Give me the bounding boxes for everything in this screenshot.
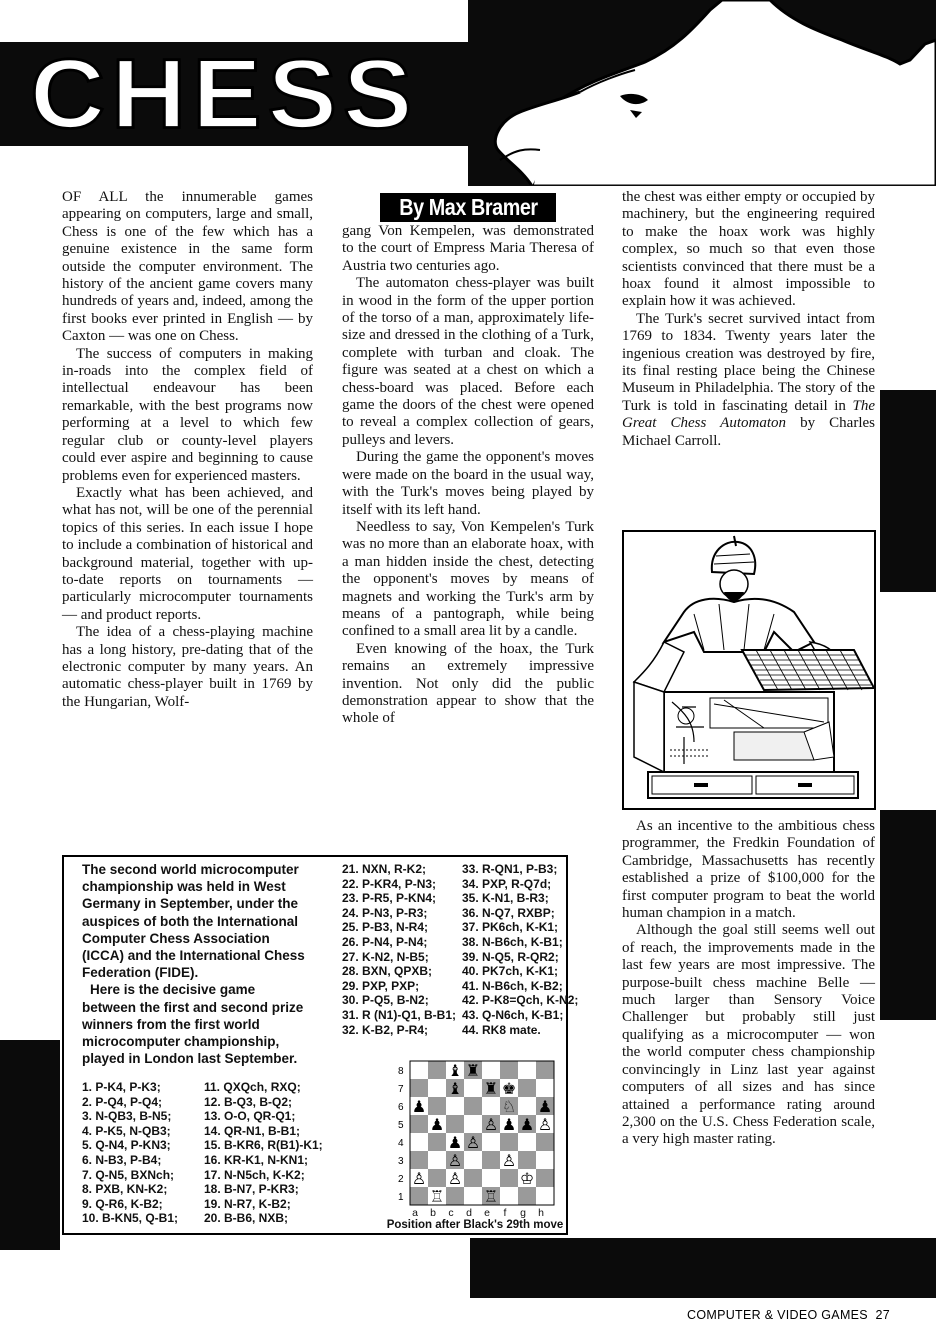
board-square bbox=[518, 1187, 536, 1205]
article-column-1 bbox=[62, 189, 313, 711]
move-entry: 22. P-KR4, P-N3; bbox=[342, 876, 437, 891]
board-rank-label: 7 bbox=[398, 1084, 404, 1095]
chess-piece-icon: ♘ bbox=[501, 1097, 517, 1116]
moves-list-d bbox=[462, 862, 578, 1037]
move-entry: 31. R (N1)-Q1, B-B1; bbox=[342, 1007, 457, 1022]
move-entry: 27. K-N2, N-B5; bbox=[342, 949, 429, 964]
move-entry: 32. K-B2, P-R4; bbox=[342, 1022, 429, 1037]
board-square bbox=[536, 1061, 554, 1079]
move-entry: 15. B-KR6, R(B1)-K1; bbox=[204, 1138, 323, 1153]
article-column-2 bbox=[342, 223, 594, 728]
article-column-3-bottom bbox=[622, 818, 875, 1149]
paragraph: OF ALL the innumerable games appearing on computers, large and small, Chess is one of the few which has a genuine existence in the same form outside the computer environment. The history of the ancient game covers many hundreds of years and, indeed, among the first books ever printed in English — by Caxton — was one on Chess. bbox=[62, 189, 313, 345]
board-square bbox=[518, 1097, 536, 1115]
board-file-label: g bbox=[520, 1207, 526, 1219]
move-entry: 37. PK6ch, K-K1; bbox=[462, 920, 559, 935]
move-entry: 16. KR-K1, N-KN1; bbox=[204, 1152, 309, 1167]
paragraph: the chest was either empty or occupied by machinery, but the engineering required to make the hoax work was highly complex, so much so that even those scientists convinced that there must be a hoax found it almost impossible to explain how it was achieved. bbox=[622, 189, 875, 310]
chess-piece-icon: ♝ bbox=[447, 1061, 463, 1080]
chess-board-diagram bbox=[392, 1057, 562, 1207]
board-square bbox=[464, 1115, 482, 1133]
chess-piece-icon: ♙ bbox=[411, 1169, 427, 1188]
chess-piece-icon: ♟ bbox=[519, 1115, 535, 1134]
chess-piece-icon: ♖ bbox=[483, 1187, 499, 1206]
chess-piece-icon: ♜ bbox=[483, 1079, 499, 1098]
move-entry: 33. R-QN1, P-B3; bbox=[462, 862, 558, 876]
board-files bbox=[406, 1207, 566, 1219]
paragraph: During the game the opponent's moves were made on the board in the usual way, with the Turk's moves being played by itself with its left hand. bbox=[342, 449, 594, 518]
board-square bbox=[518, 1151, 536, 1169]
board-square bbox=[428, 1151, 446, 1169]
moves-list-c bbox=[342, 862, 456, 1037]
move-entry: 35. K-N1, B-R3; bbox=[462, 891, 549, 906]
paragraph: The success of computers in making in-roads into the complex field of intellectual endeavour has been remarkable, with the best programs now performing at a level to which few regular club or county-level players could ever aspire and beginning to cause problems even for experienced masters. bbox=[62, 345, 313, 484]
board-square bbox=[446, 1097, 464, 1115]
board-square bbox=[464, 1187, 482, 1205]
move-entry: 7. Q-N5, BXNch; bbox=[82, 1167, 175, 1182]
board-square bbox=[482, 1097, 500, 1115]
chess-piece-icon: ♙ bbox=[447, 1169, 463, 1188]
book-title: The Great Chess Automaton bbox=[622, 397, 876, 432]
move-entry: 30. P-Q5, B-N2; bbox=[342, 993, 429, 1008]
move-entry: 1. P-K4, P-K3; bbox=[82, 1080, 161, 1094]
move-entry: 19. N-R7, K-B2; bbox=[204, 1196, 291, 1211]
board-square bbox=[464, 1169, 482, 1187]
move-entry: 38. N-B6ch, K-B1; bbox=[462, 934, 563, 949]
move-entry: 39. N-Q5, R-QR2; bbox=[462, 949, 559, 964]
paragraph: The automaton chess-player was built in wood in the form of the upper portion of the torso of a man, approximately life-size and dressed in the clothing of a Turk, complete with turban and cloak. The figure was seated at a chest on which a chess-board was placed. Before each game the doors of the chest were opened to reveal a complex collection of gears, pulleys and levers. bbox=[342, 275, 594, 448]
move-entry: 18. B-N7, P-KR3; bbox=[204, 1182, 299, 1197]
board-square bbox=[428, 1061, 446, 1079]
paragraph: Although the goal still seems well out of reach, the improvements made in the last few years are most impressive. The purpose-built chess machine Belle — much larger than Sensory Voice Challenger but probably still just qualifying as a microcomputer — won the world computer chess championship convincingly in Linz last year against computers of all sizes and has since attained a performance rating around 2,300 on the U.S. Chess Federation scale, a very high master rating. bbox=[622, 922, 875, 1148]
move-entry: 13. O-O, QR-Q1; bbox=[204, 1109, 296, 1124]
move-entry: 44. RK8 mate. bbox=[462, 1022, 541, 1037]
moves-list-b bbox=[204, 1080, 323, 1226]
move-entry: 17. N-N5ch, K-K2; bbox=[204, 1167, 305, 1182]
board-file-label: a bbox=[412, 1207, 418, 1219]
chess-piece-icon: ♙ bbox=[501, 1151, 517, 1170]
board-square bbox=[446, 1115, 464, 1133]
board-rank-label: 1 bbox=[398, 1192, 404, 1203]
horse-head-icon bbox=[470, 0, 936, 185]
game-intro-text: Here is the decisive game between the first and second prize winners from the first world microcomputer championship, played in London last September. bbox=[82, 982, 304, 1067]
move-entry: 8. PXB, KN-K2; bbox=[82, 1182, 168, 1197]
moves-list-a bbox=[82, 1080, 178, 1226]
board-square bbox=[500, 1061, 518, 1079]
board-rank-label: 2 bbox=[398, 1174, 404, 1185]
move-entry: 24. P-N3, P-R3; bbox=[342, 905, 428, 920]
board-rank-label: 4 bbox=[398, 1138, 404, 1149]
magazine-name: COMPUTER & VIDEO GAMES bbox=[687, 1308, 868, 1322]
board-square bbox=[536, 1169, 554, 1187]
page-footer bbox=[687, 1308, 890, 1322]
chess-piece-icon: ♟ bbox=[537, 1097, 553, 1116]
move-entry: 36. N-Q7, RXBP; bbox=[462, 905, 555, 920]
board-square bbox=[500, 1187, 518, 1205]
page-title: CHESS bbox=[30, 38, 419, 150]
title-block bbox=[30, 38, 450, 150]
board-square bbox=[410, 1187, 428, 1205]
paragraph: Needless to say, Von Kempelen's Turk was no more than an elaborate hoax, with a man hidden inside the chest, detecting the opponent's moves by means of magnets and working the Turk's arm by means of a pantograph, while being confined to a small area lit by a candle. bbox=[342, 518, 594, 640]
game-intro bbox=[82, 861, 308, 1067]
move-entry: 2. P-Q4, P-Q4; bbox=[82, 1094, 163, 1109]
chess-piece-icon: ♜ bbox=[465, 1061, 481, 1080]
board-square bbox=[482, 1169, 500, 1187]
board-square bbox=[446, 1187, 464, 1205]
chess-board bbox=[392, 1057, 562, 1207]
chess-piece-icon: ♖ bbox=[429, 1187, 445, 1206]
move-entry: 41. N-B6ch, K-B2; bbox=[462, 978, 563, 993]
article-column-3-top bbox=[622, 189, 875, 450]
chess-piece-icon: ♚ bbox=[501, 1079, 517, 1098]
chess-piece-icon: ♙ bbox=[483, 1115, 499, 1134]
move-entry: 20. B-B6, NXB; bbox=[204, 1211, 289, 1226]
board-square bbox=[428, 1097, 446, 1115]
board-rank-label: 6 bbox=[398, 1102, 404, 1113]
chess-piece-icon: ♟ bbox=[447, 1133, 463, 1152]
board-square bbox=[428, 1079, 446, 1097]
board-file-label: c bbox=[448, 1207, 454, 1219]
move-entry: 26. P-N4, P-N4; bbox=[342, 934, 428, 949]
board-rank-label: 8 bbox=[398, 1066, 404, 1077]
board-square bbox=[482, 1151, 500, 1169]
board-square bbox=[500, 1133, 518, 1151]
board-square bbox=[464, 1151, 482, 1169]
paragraph: gang Von Kempelen, was demonstrated to the court of Empress Maria Theresa of Austria two centuries ago. bbox=[342, 223, 594, 274]
board-square bbox=[536, 1079, 554, 1097]
bottom-band bbox=[470, 1238, 936, 1298]
page-number: 27 bbox=[875, 1308, 890, 1322]
paragraph: As an incentive to the ambitious chess programmer, the Fredkin Foundation of Cambridge, Massachusetts has recently established a prize of $100,000 for the first computer program to beat the world human champion in a match. bbox=[622, 818, 875, 922]
turk-automaton-illustration bbox=[622, 530, 876, 810]
board-caption: Position after Black's 29th move bbox=[386, 1219, 564, 1231]
move-entry: 42. P-K8=Qch, K-N2; bbox=[462, 993, 579, 1008]
paragraph-end: by Charles Michael Carroll. bbox=[622, 415, 875, 449]
move-entry: 4. P-K5, N-QB3; bbox=[82, 1123, 171, 1138]
turk-automaton-icon bbox=[624, 532, 876, 810]
board-rank-label: 3 bbox=[398, 1156, 404, 1167]
chess-piece-icon: ♙ bbox=[447, 1151, 463, 1170]
move-entry: 28. BXN, QPXB; bbox=[342, 964, 433, 979]
byline bbox=[380, 193, 556, 222]
board-square bbox=[410, 1079, 428, 1097]
board-square bbox=[464, 1079, 482, 1097]
board-file-label: d bbox=[466, 1207, 472, 1219]
board-square bbox=[518, 1079, 536, 1097]
board-square bbox=[410, 1133, 428, 1151]
board-square bbox=[464, 1097, 482, 1115]
move-entry: 11. QXQch, RXQ; bbox=[204, 1080, 301, 1094]
left-edge-band bbox=[0, 1040, 60, 1250]
board-square bbox=[536, 1151, 554, 1169]
game-intro-text: The second world microcomputer championship was held in West Germany in September, under the auspices of both the International Computer Chess Association (ICCA) and the International Chess Federation (FIDE). bbox=[82, 862, 305, 981]
board-square bbox=[518, 1061, 536, 1079]
board-square bbox=[536, 1187, 554, 1205]
board-file-label: e bbox=[484, 1207, 490, 1219]
chess-piece-icon: ♙ bbox=[465, 1133, 481, 1152]
board-square bbox=[500, 1169, 518, 1187]
board-square bbox=[518, 1133, 536, 1151]
paragraph: Even knowing of the hoax, the Turk remains an extremely impressive invention. Not only did the public demonstration appear to show that the whole of bbox=[342, 640, 594, 727]
paragraph: Exactly what has been achieved, and what has not, will be one of the perennial topics of this series. In each issue I hope to include a combination of historical and background material, together with up-to-date reports on tournaments — particularly microcomputer tournaments — and product reports. bbox=[62, 484, 313, 623]
board-file-label: f bbox=[503, 1207, 507, 1219]
chess-piece-icon: ♝ bbox=[447, 1079, 463, 1098]
move-entry: 14. QR-N1, B-B1; bbox=[204, 1123, 301, 1138]
board-file-label: h bbox=[538, 1207, 544, 1219]
move-entry: 9. Q-R6, K-B2; bbox=[82, 1196, 163, 1211]
move-entry: 25. P-B3, N-R4; bbox=[342, 920, 429, 935]
move-entry: 34. PXP, R-Q7d; bbox=[462, 876, 552, 891]
right-edge-band-upper bbox=[880, 390, 936, 592]
board-square bbox=[428, 1133, 446, 1151]
board-file-label: b bbox=[430, 1207, 436, 1219]
chess-piece-icon: ♟ bbox=[501, 1115, 517, 1134]
board-square bbox=[410, 1061, 428, 1079]
move-entry: 10. B-KN5, Q-B1; bbox=[82, 1211, 179, 1226]
game-score-box bbox=[62, 855, 579, 1235]
move-entry: 6. N-B3, P-B4; bbox=[82, 1152, 162, 1167]
board-square bbox=[428, 1169, 446, 1187]
chess-piece-icon: ♟ bbox=[411, 1097, 427, 1116]
board-square bbox=[482, 1061, 500, 1079]
move-entry: 40. PK7ch, K-K1; bbox=[462, 964, 559, 979]
chess-piece-icon: ♙ bbox=[537, 1115, 553, 1134]
left-edge-band-top bbox=[0, 178, 60, 186]
chess-piece-icon: ♟ bbox=[429, 1115, 445, 1134]
move-entry: 23. P-R5, P-KN4; bbox=[342, 891, 437, 906]
board-square bbox=[410, 1151, 428, 1169]
move-entry: 29. PXP, PXP; bbox=[342, 978, 420, 993]
paragraph: The Turk's secret survived intact from 1769 to 1834. Twenty years later the ingenious creation was destroyed by fire, its final resting place being the Chinese Museum in Philadelphia. The story of the Turk is told in fascinating detail in bbox=[622, 310, 875, 414]
move-entry: 43. Q-N6ch, K-B1; bbox=[462, 1007, 564, 1022]
board-square bbox=[410, 1115, 428, 1133]
board-rank-label: 5 bbox=[398, 1120, 404, 1131]
right-edge-band-lower bbox=[880, 810, 936, 1020]
board-square bbox=[482, 1133, 500, 1151]
chess-piece-icon: ♔ bbox=[519, 1169, 535, 1188]
paragraph: The idea of a chess-playing machine has a long history, pre-dating that of the electronic computer by many years. An automatic chess-player built in 1769 by the Hungarian, Wolf- bbox=[62, 624, 313, 710]
move-entry: 12. B-Q3, B-Q2; bbox=[204, 1094, 293, 1109]
move-entry: 5. Q-N4, P-KN3; bbox=[82, 1138, 171, 1153]
move-entry: 21. NXN, R-K2; bbox=[342, 862, 427, 876]
move-entry: 3. N-QB3, B-N5; bbox=[82, 1109, 172, 1124]
byline-text: By Max Bramer bbox=[398, 194, 538, 220]
board-square bbox=[536, 1133, 554, 1151]
